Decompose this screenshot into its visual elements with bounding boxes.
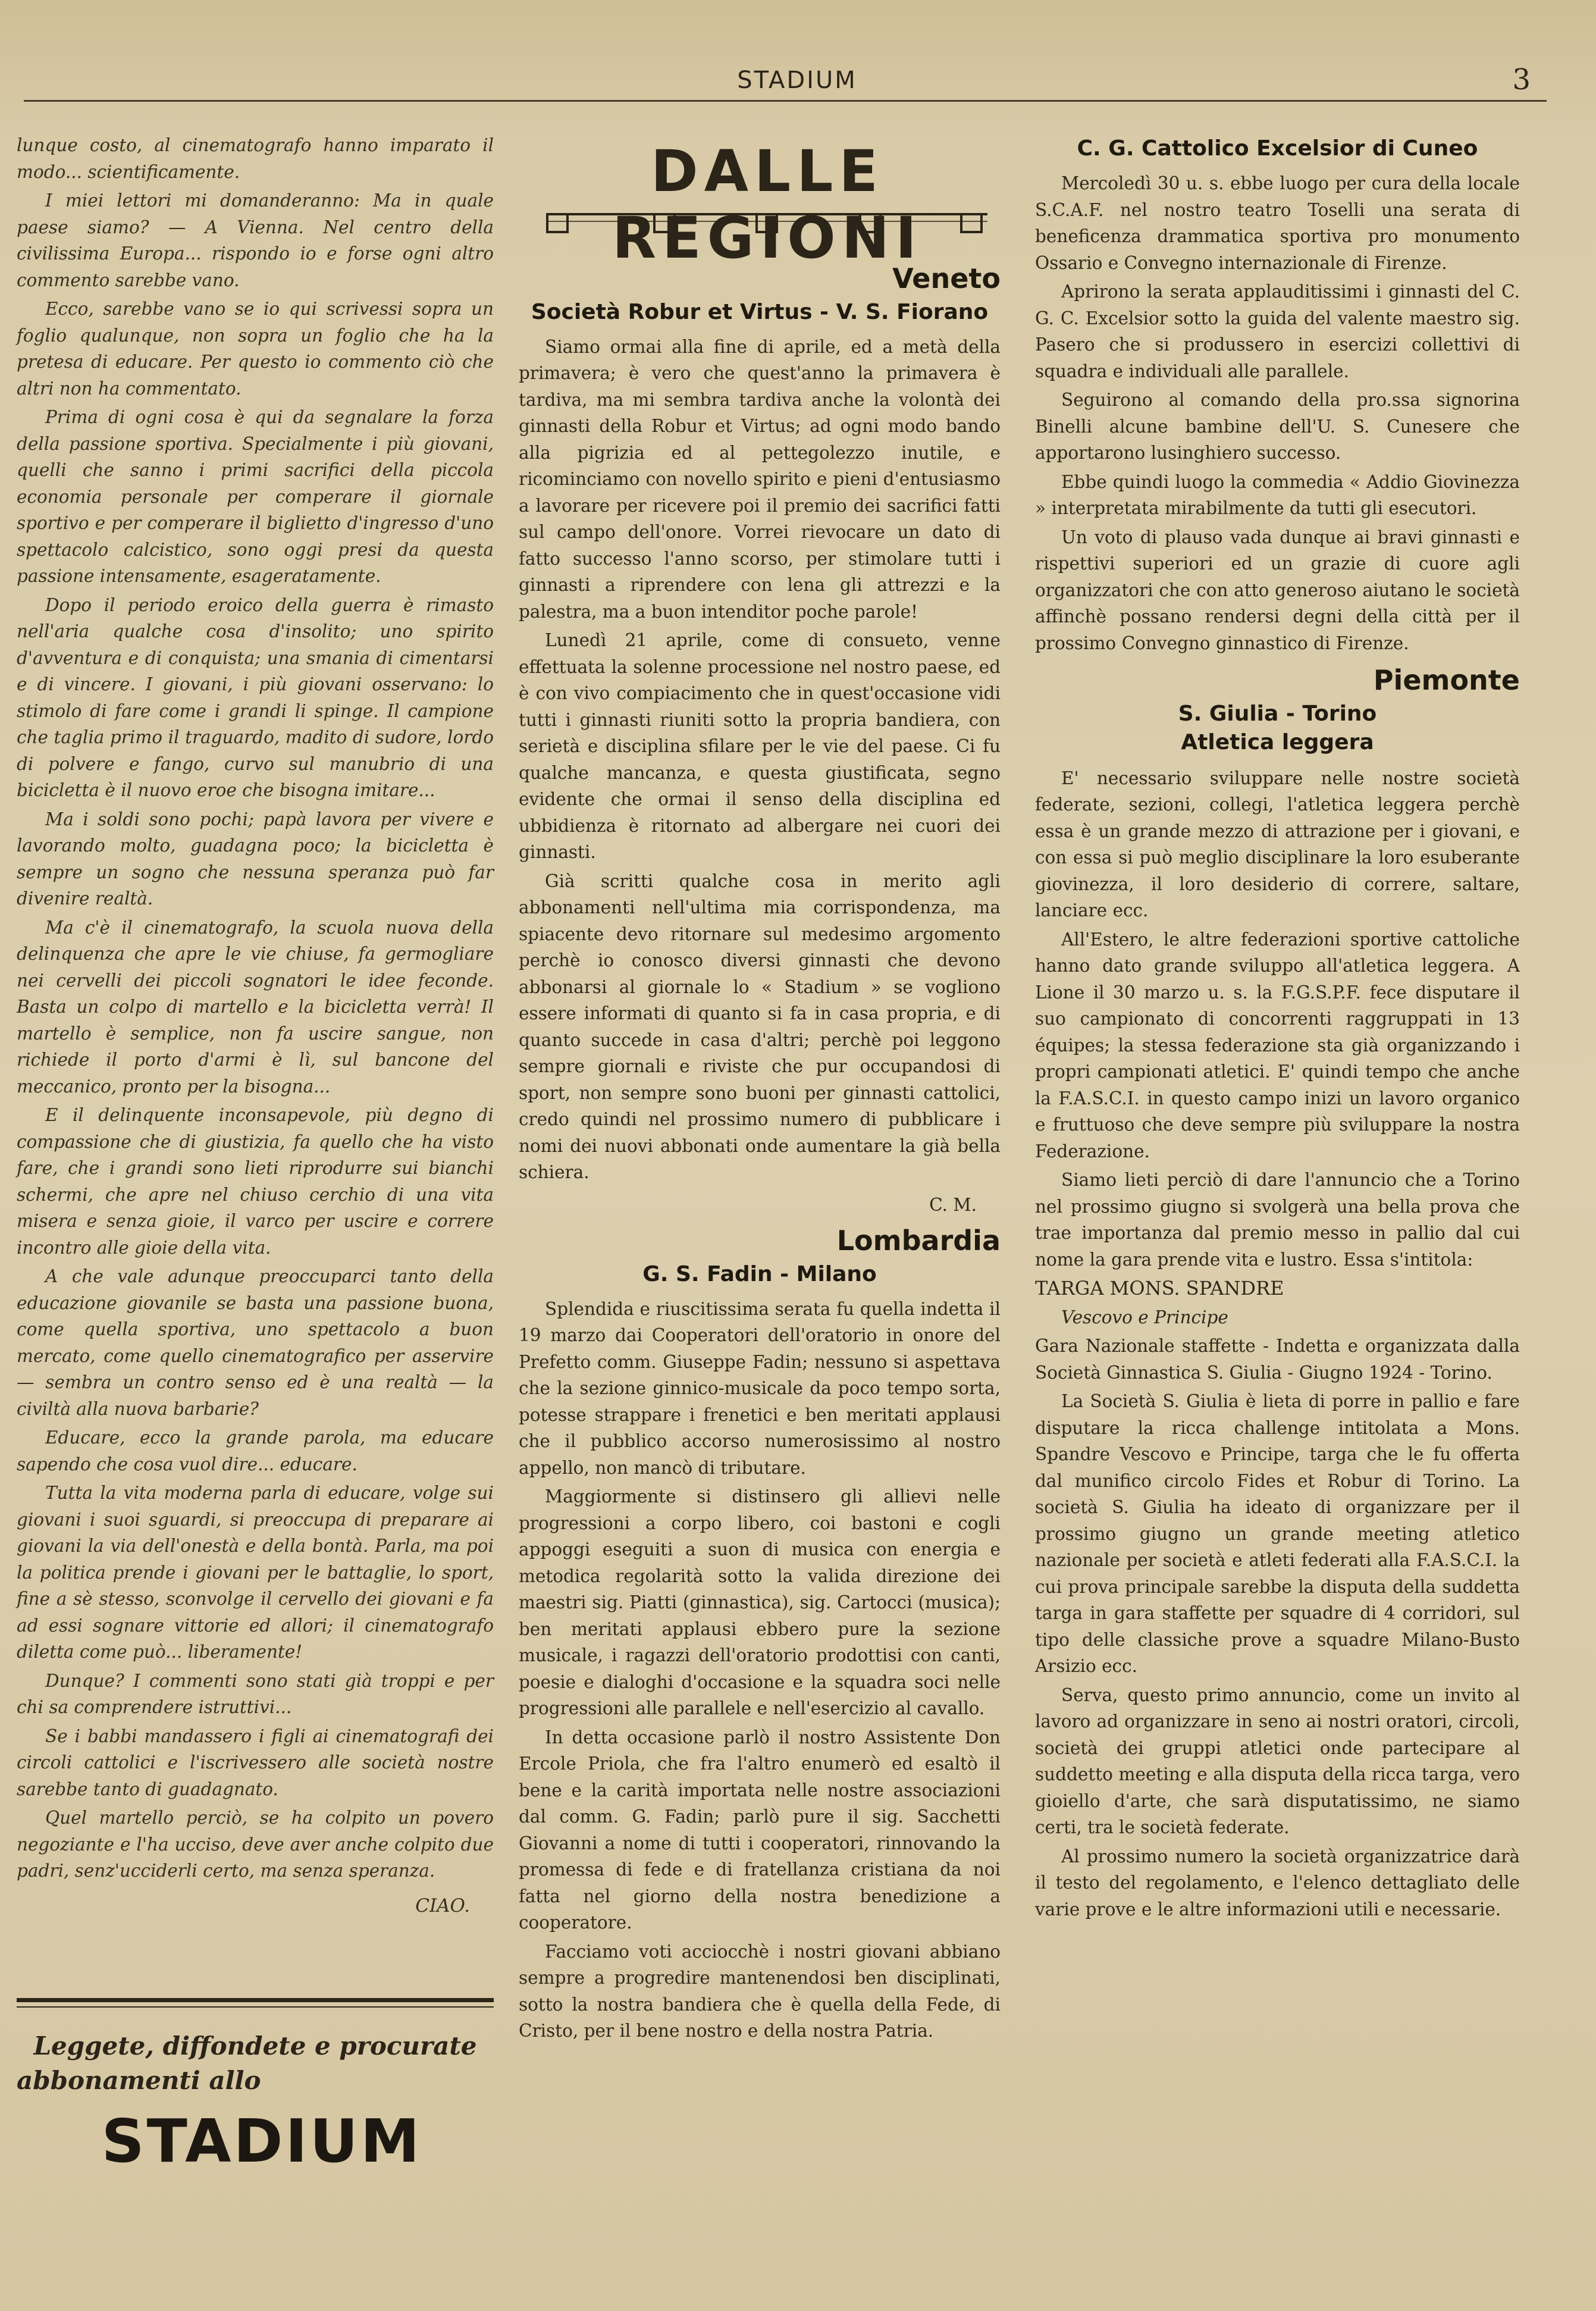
piemonte-paragraph: Siamo lieti perciò di dare l'annuncio che a Torino nel prossimo giugno si svolgerà una bella prova che trae importanza dal premio messo in pallio dal cui nome la gara prende vita e lustro. Essa s'intitola: (1035, 1170, 1520, 1270)
lombardia-paragraph: Facciamo voti acciocchè i nostri giovani abbiano sempre a progredire mantenendosi ben disciplinati, sotto la nostra bandiera che è quella della Fede, di Cristo, per il bene nostro e della nostra Patria. (519, 1941, 1001, 2041)
piemonte-paragraph: La Società S. Giulia è lieta di porre in pallio e fare disputare la ricca challenge intitolata a Mons. Spandre Vescovo e Principe, targa che le fu offerta dal munifico circolo Fides et Robur di Torino. La società S. Giulia ha ideato di organizzare per il prossimo giugno un grande meeting atletico nazionale per società e atleti federati alla F.A.S.C.I. la cui prova principale sarebbe la disputa della suddetta targa in gara staffette per squadre di 4 corridori, sul tipo delle classiche prove a squadre Milano-Busto Arsizio ecc. (1035, 1391, 1520, 1676)
editorial-paragraph: Tutta la vita moderna parla di educare, volge sui giovani i suoi sguardi, si preoccupa di preparare ai giovani la via dell'onestà e della bontà. Parla, ma poi la politica prende i giovani per le battaglie, lo sport, fine a sè stesso, sconvolge il cervello dei giovani e fa ad essi sognare vittorie ed allori; il cinematografo diletta come può... liberamente! (17, 1483, 494, 1662)
regions-ornament-header (535, 138, 999, 271)
veneto-paragraph: Già scritti qualche cosa in merito agli abbonamenti nell'ultima mia corrispondenza, ma spiacente devo ritornare sul medesimo argomento perchè io conosco diversi ginnasti che devono abbonarsi al giornale lo « Stadium » se vogliono essere informati di quanto si fa in casa propria, e di quanto succede in casa d'altri; perchè poi leggono sempre giornali e riviste che pur occupandosi di sport, non sempre sono buoni per ginnasti cattolici, credo quindi nel prossimo numero di pubblicare i nomi dei nuovi abbonati onde aumentare la già bella schiera. (519, 870, 1001, 1182)
ornament-flourish (535, 138, 999, 239)
cuneo-paragraph: Seguirono al comando della pro.ssa signorina Binelli alcune bambine dell'U. S. Cunesere che apportarono lusinghiero successo. (1035, 390, 1520, 463)
editorial-paragraph: Quel martello perciò, se ha colpito un povero negoziante e l'ha ucciso, deve aver anche colpito due padri, senz'ucciderli certo, ma senza speranza. (17, 1808, 494, 1881)
editorial-paragraph: E il delinquente inconsapevole, più degno di compassione che di giustizia, fa quello che ha visto fare, che i grandi sono lieti riprodurre sui bianchi schermi, che apre nel chiuso cerchio di una vita misera e senza gioie, il varco per uscire e correre incontro alle gioie della vita. (17, 1105, 494, 1258)
editorial-paragraph: Dunque? I commenti sono stati già troppi e per chi sa comprendere istruttivi... (17, 1670, 494, 1717)
piemonte-paragraph: E' necessario sviluppare nelle nostre società federate, sezioni, collegi, l'atletica leggera perchè essa è un grande mezzo di attrazione per i giovani, e con essa si può meglio disciplinare la loro esuberante giovinezza, il loro desiderio di correre, saltare, lanciare ecc. (1035, 768, 1520, 920)
cuneo-paragraph: Ebbe quindi luogo la commedia « Addio Giovinezza » interpretata mirabilmente da tutti gli esecutori. (1035, 471, 1520, 518)
editorial-paragraph: Prima di ogni cosa è qui da segnalare la forza della passione sportiva. Specialmente i più giovani, quelli che sanno i primi sacrifici della piccola economia personale per comperare il giornale sportivo e per comperare il biglietto d'ingresso d'uno spettacolo calcistico, sono oggi presi da questa passione intensamente, esageratamente. (17, 407, 494, 586)
veneto-paragraph: Lunedì 21 aprile, come di consueto, venne effettuata la solenne processione nel nostro paese, ed è con vivo compiacimento che in quest'occasione vidi tutti i ginnasti riuniti sotto la propria bandiera, con serietà e disciplina sfilare per le vie del paese. Ci fu qualche mancanza, e questa giustificata, segno evidente che ormai il senso della disciplina ed ubbidienza è ritornato ad albergare nei cuori dei ginnasti. (519, 630, 1001, 862)
running-head: STADIUM (737, 67, 857, 94)
cuneo-paragraph: Un voto di plauso vada dunque ai bravi ginnasti e rispettivi superiori ed un grazie di cuore agli organizzatori che con atto generoso aiutano le società affinchè possano rendersi degni della città per il prossimo Convegno ginnastico di Firenze. (1035, 527, 1520, 653)
editorial-signature: CIAO. (415, 1894, 470, 1917)
lombardia-paragraph: Splendida e riuscitissima serata fu quella indetta il 19 marzo dai Cooperatori dell'oratorio in onore del Prefetto comm. Giuseppe Fadin; nessuno si aspettava che la sezione ginnico-musicale da poco tempo sorta, potesse strappare i frenetici e ben meritati applausi che il pubblico accorso numerosissimo al nostro appello, non mancò di tributare. (519, 1298, 1001, 1478)
sgiulia-headline-line2: Atletica leggera (1181, 729, 1374, 754)
editorial-paragraph: Dopo il periodo eroico della guerra è rimasto nell'aria qualche cosa d'insolito; uno spirito d'avventura e di conquista; una smania di cimentarsi e di vincere. I giovani, i più giovani osservano: lo stimolo di fare come i grandi li spinge. Il campione che taglia primo il traguardo, madito di sudore, lordo di polvere e fango, curvo sul manubrio di una bicicletta è il nuovo eroe che bisogna imitare... (17, 594, 494, 800)
page-number: 3 (1512, 63, 1531, 96)
editorial-paragraph: Ma i soldi sono pochi; papà lavora per vivere e lavorando molto, guadagna poco; la bicicletta è sempre un sogno che nessuna speranza può far divenire realtà. (17, 809, 494, 909)
column-editorial (17, 132, 494, 1919)
sgiulia-headline (1035, 700, 1520, 757)
divider-thin (17, 2006, 494, 2008)
fadin-headline: G. S. Fadin - Milano (642, 1261, 877, 1286)
divider-thick (17, 1998, 494, 2002)
region-lombardia-heading: Lombardia (836, 1225, 1001, 1257)
piemonte-paragraph: Al prossimo numero la società organizzatrice darà il testo del regolamento, e l'elenco dettagliato delle varie prove e le altre informazioni utili e necessarie. (1035, 1846, 1520, 1919)
editorial-paragraph: Ecco, sarebbe vano se io qui scrivessi sopra un foglio qualunque, non sopra un foglio che ha la pretesa di educare. Per questo io commento ciò che altri non ha commentato. (17, 299, 494, 399)
header-rule (24, 100, 1547, 102)
gara-description: Gara Nazionale staffette - Indetta e organizzata dalla Società Ginnastica S. Giulia - Giugno 1924 - Torino. (1035, 1336, 1520, 1383)
editorial-paragraph: Ma c'è il cinematografo, la scuola nuova della delinquenza che apre le vie chiuse, fa germogliare nei cervelli dei piccoli sognatori le idee feconde. Basta un colpo di martello e la bicicletta verrà! Il martello è semplice, non fa uscire sangue, non richiede il porto d'armi è lì, sul bancone del meccanico, pronto per la bisogna... (17, 917, 494, 1097)
regions-title: DALLE REGIONI (612, 138, 923, 271)
column-regions-continued (1035, 132, 1520, 1925)
region-veneto-heading: Veneto (892, 262, 1001, 295)
lombardia-paragraph: Maggiormente si distinsero gli allievi nelle progressioni a corpo libero, coi bastoni e cogli appoggi eseguiti a suon di musica con energia e metodica regolarità sotto la valida direzione dei maestri sig. Piatti (ginnastica), sig. Cartocci (musica); ben meritati applausi ebbero pure la sezione musicale, i ragazzi dell'oratorio prodottisi con canti, poesie e dialoghi d'occasione e la squadra soci nelle progressioni alle parallele e nell'esercizio al cavallo. (519, 1486, 1001, 1718)
promo-line-2: abbonamenti allo (17, 2066, 261, 2095)
excelsior-cuneo-headline: C. G. Cattolico Excelsior di Cuneo (1077, 136, 1478, 161)
robur-virtus-headline: Società Robur et Virtus - V. S. Fiorano (531, 299, 989, 324)
targa-subtitle: Vescovo e Principe (1061, 1307, 1228, 1327)
editorial-paragraph: A che vale adunque preoccuparci tanto della educazione giovanile se basta una passione buona, come quella sportiva, uno spettacolo a buon mercato, come quello cinematografico per asservire — sembra un contro senso ed è una realtà — la civiltà alla nuova barbarie? (17, 1266, 494, 1419)
lombardia-paragraph: In detta occasione parlò il nostro Assistente Don Ercole Priola, che fra l'altro enumerò ed esaltò il bene e la carità importata nelle nostre associazioni dal comm. G. Fadin; parlò pure il sig. Sacchetti Giovanni a nome di tutti i cooperatori, rinnovando la promessa di fede e di fratellanza cristiana da noi fatta nel giorno della nostra benedizione a cooperatore. (519, 1727, 1001, 1933)
region-piemonte-heading: Piemonte (1373, 664, 1520, 696)
veneto-paragraph: Siamo ormai alla fine di aprile, ed a metà della primavera; è vero che quest'anno la primavera è tardiva, ma mi sembra tardiva anche la volontà dei ginnasti della Robur et Virtus; ad ogni modo bando alla pigrizia ed al pettegolezzo inutile, e ricominciamo con novello spirito e pieni d'entusiasmo a lavorare per ricevere poi il premio dei sacrifici fatti sul campo dell'onore. Vorrei rievocare un dato di fatto successo l'anno scorso, per stimolare tutti i ginnasti a riprendere con lena gli attrezzi e la palestra, ma a buon intenditor poche parole! (519, 336, 1001, 622)
editorial-paragraph: I miei lettori mi domanderanno: Ma in quale paese siamo? — A Vienna. Nel centro della civilissima Europa... rispondo io e forse ogni altro commento sarebbe vano. (17, 190, 494, 290)
cuneo-paragraph: Aprirono la serata applauditissimi i ginnasti del C. G. C. Excelsior sotto la guida del valente maestro sig. Pasero che si produssero in esercizi collettivi di squadra e individuali alle parallele. (1035, 281, 1520, 381)
promo-line-1: Leggete, diffondete e procurate (33, 2031, 477, 2061)
subscription-promo (17, 2029, 494, 2098)
editorial-paragraph: Se i babbi mandassero i figli ai cinematografi dei circoli cattolici e l'iscrivessero alle società nostre sarebbe tanto di guadagnato. (17, 1726, 494, 1799)
column-regions (519, 262, 1001, 2047)
promo-brand: STADIUM (101, 2106, 422, 2176)
editorial-paragraph: lunque costo, al cinematografo hanno imparato il modo... scientificamente. (17, 135, 494, 182)
sgiulia-headline-line1: S. Giulia - Torino (1178, 701, 1377, 726)
targa-title: TARGA MONS. SPANDRE (1035, 1277, 1284, 1299)
piemonte-paragraph: Serva, questo primo annuncio, come un invito al lavoro ad organizzare in seno ai nostri oratori, circoli, società dei gruppi atletici onde partecipare al suddetto meeting e alla disputa della ricca targa, vero gioiello d'arte, che sarà disputatissimo, ne siamo certi, tra le società federate. (1035, 1684, 1520, 1837)
cuneo-paragraph: Mercoledì 30 u. s. ebbe luogo per cura della locale S.C.A.F. nel nostro teatro Toselli una serata di beneficenza drammatica sportiva pro monumento Ossario e Convegno internazionale di Firenze. (1035, 173, 1520, 273)
veneto-signature: C. M. (929, 1194, 977, 1215)
piemonte-paragraph: All'Estero, le altre federazioni sportive cattoliche hanno dato grande sviluppo all'atletica leggera. A Lione il 30 marzo u. s. la F.G.S.P.F. fece disputare il suo campionato di concorrenti raggruppati in 13 équipes; la stessa federazione sta già organizzando i propri campionati atletici. E' quindi tempo che anche la F.A.S.C.I. in questo campo inizi un lavoro organico e fruttuoso che deve sempre più sviluppare la nostra Federazione. (1035, 929, 1520, 1161)
editorial-paragraph: Educare, ecco la grande parola, ma educare sapendo che cosa vuol dire... educare. (17, 1427, 494, 1474)
